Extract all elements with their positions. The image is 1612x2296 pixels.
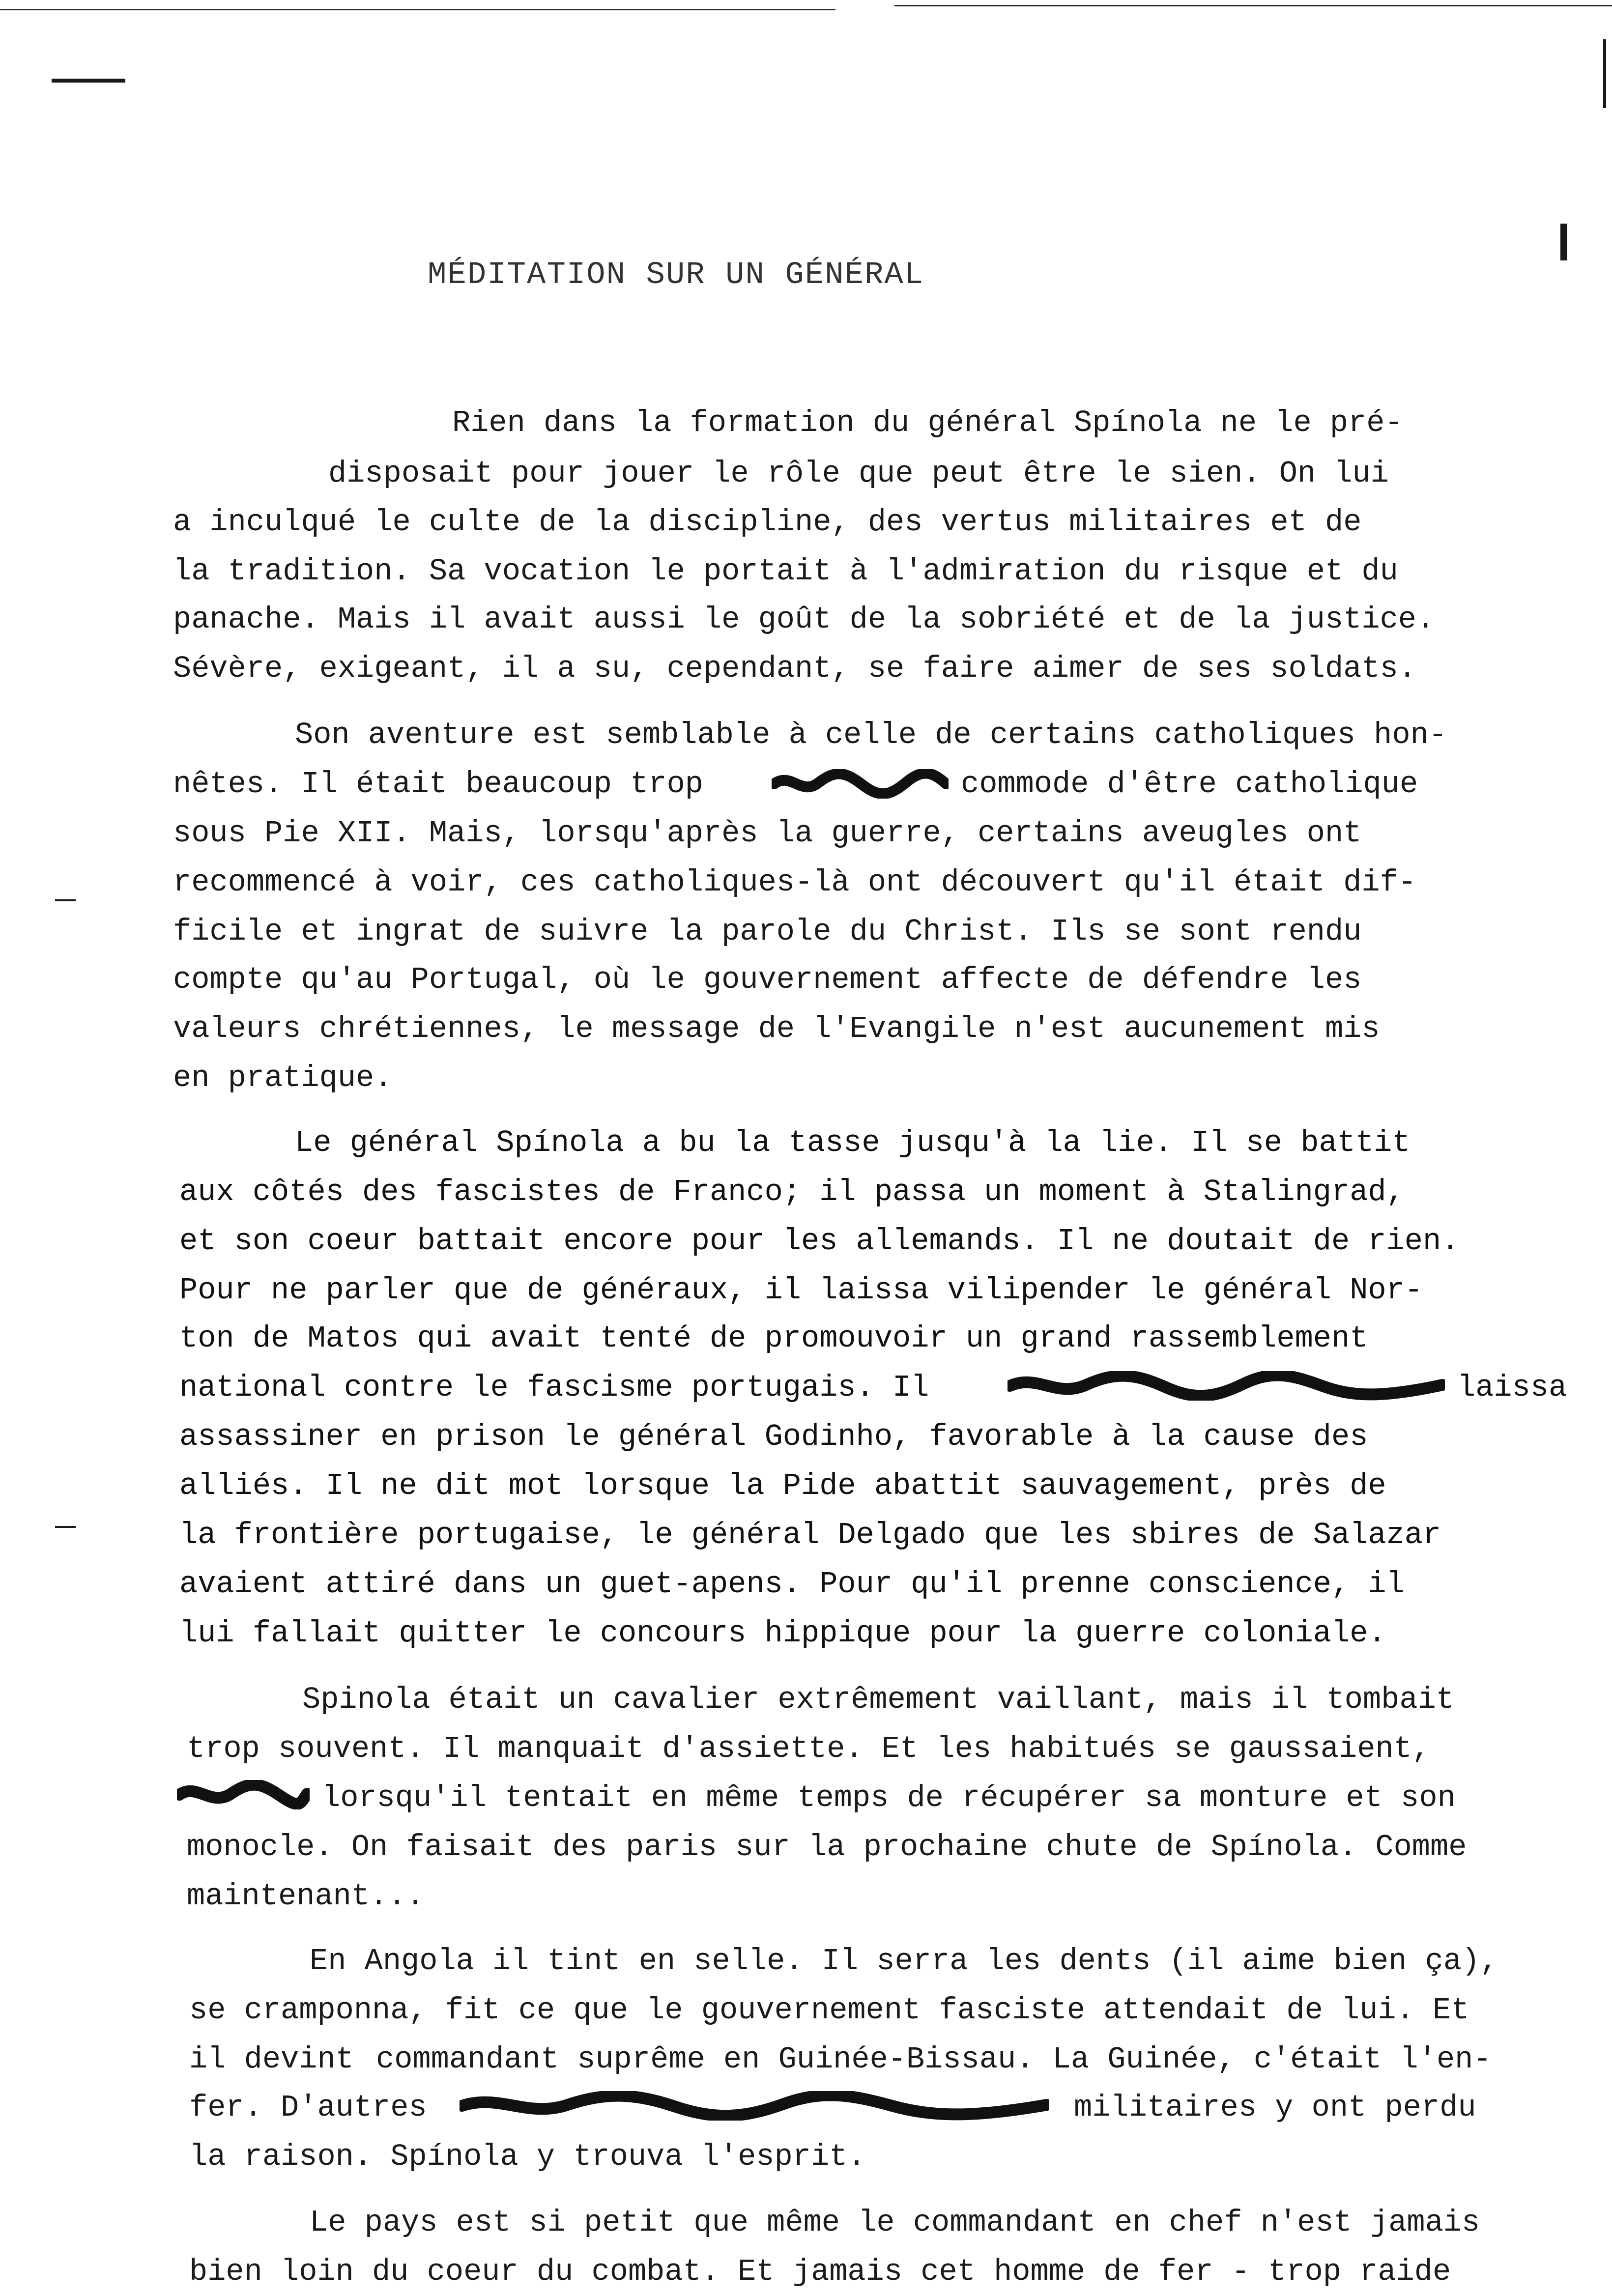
text-line: a inculqué le culte de la discipline, des vertus militaires et de xyxy=(173,505,1362,540)
text-line: Son aventure est semblable à celle de certains catholiques hon- xyxy=(295,718,1447,752)
text-line: il devint xyxy=(189,2042,354,2077)
document-title: MÉDITATION SUR UN GÉNÉRAL xyxy=(428,258,924,293)
text-line: la frontière portugaise, le général Delgado que les sbires de Salazar xyxy=(179,1518,1441,1552)
text-line: panache. Mais il avait aussi le goût de la sobriété et de la justice. xyxy=(173,602,1435,637)
text-line: maintenant... xyxy=(187,1879,425,1914)
corner-mark xyxy=(52,79,125,83)
text-line: commode d'être catholique xyxy=(961,767,1418,802)
strikeout-scribble xyxy=(177,1780,310,1809)
strikeout-scribble xyxy=(772,769,949,799)
left-margin-dash xyxy=(55,1526,76,1528)
text-line: national contre le fascisme portugais. Il xyxy=(179,1370,929,1405)
top-edge-line xyxy=(0,9,835,10)
text-line: En Angola il tint en selle. Il serra les dents (il aime bien ça), xyxy=(310,1944,1498,1979)
text-line: Le pays est si petit que même le commandant en chef n'est jamais xyxy=(310,2205,1480,2240)
text-line: disposait pour jouer le rôle que peut être le sien. On lui xyxy=(328,456,1389,491)
text-line: compte qu'au Portugal, où le gouvernement affecte de défendre les xyxy=(173,962,1362,997)
text-line: trop souvent. Il manquait d'assiette. Et les habitués se gaussaient, xyxy=(187,1731,1431,1766)
text-line: recommencé à voir, ces catholiques-là ont découvert qu'il était dif- xyxy=(173,865,1417,900)
text-line: la tradition. Sa vocation le portait à l'admiration du risque et du xyxy=(173,554,1398,589)
text-line: Rien dans la formation du général Spínola ne le pré- xyxy=(452,405,1403,440)
top-edge-line xyxy=(894,5,1612,6)
strikeout-scribble xyxy=(460,2091,1049,2121)
text-line: en pratique. xyxy=(173,1061,393,1095)
strikeout-scribble xyxy=(1008,1371,1445,1401)
text-line: valeurs chrétiennes, le message de l'Evangile n'est aucunement mis xyxy=(173,1011,1380,1046)
text-line: bien loin du coeur du combat. Et jamais cet homme de fer - trop raide xyxy=(189,2254,1451,2289)
text-line: commandant suprême en Guinée-Bissau. La Guinée, c'était l'en- xyxy=(376,2042,1492,2077)
text-line: la raison. Spínola y trouva l'esprit. xyxy=(189,2139,866,2174)
text-line: avaient attiré dans un guet-apens. Pour qu'il prenne conscience, il xyxy=(179,1567,1405,1602)
text-line: sous Pie XII. Mais, lorsqu'après la guerre, certains aveugles ont xyxy=(173,816,1362,851)
text-line: laissa xyxy=(1457,1370,1567,1405)
text-line: ton de Matos qui avait tenté de promouvoir un grand rassemblement xyxy=(179,1321,1368,1356)
text-line: assassiner en prison le général Godinho, favorable à la cause des xyxy=(179,1419,1368,1454)
text-line: et son coeur battait encore pour les allemands. Il ne doutait de rien. xyxy=(179,1224,1460,1259)
text-line: militaires y ont perdu xyxy=(1074,2090,1476,2125)
right-edge-mark xyxy=(1560,224,1567,260)
text-line: se cramponna, fit ce que le gouvernement fasciste attendait de lui. Et xyxy=(189,1993,1469,2028)
text-line: Sévère, exigeant, il a su, cependant, se faire aimer de ses soldats. xyxy=(173,651,1417,686)
text-line: aux côtés des fascistes de Franco; il passa un moment à Stalingrad, xyxy=(179,1175,1405,1209)
text-line: monocle. On faisait des paris sur la prochaine chute de Spínola. Comme xyxy=(187,1830,1467,1865)
text-line: Pour ne parler que de généraux, il laissa vilipender le général Nor- xyxy=(179,1273,1423,1308)
right-edge-mark xyxy=(1603,39,1606,108)
left-margin-dash xyxy=(55,899,76,901)
text-line: Spinola était un cavalier extrêmement vaillant, mais il tombait xyxy=(302,1682,1454,1717)
text-line: nêtes. Il était beaucoup trop xyxy=(173,767,703,802)
text-line: ficile et ingrat de suivre la parole du Christ. Ils se sont rendu xyxy=(173,914,1362,949)
text-line: lui fallait quitter le concours hippique pour la guerre coloniale. xyxy=(179,1616,1386,1651)
text-line: alliés. Il ne dit mot lorsque la Pide abattit sauvagement, près de xyxy=(179,1468,1386,1503)
text-line: fer. D'autres xyxy=(189,2090,427,2125)
text-line: Le général Spínola a bu la tasse jusqu'à la lie. Il se battit xyxy=(295,1125,1410,1160)
text-line: lorsqu'il tentait en même temps de récupérer sa monture et son xyxy=(322,1780,1456,1815)
